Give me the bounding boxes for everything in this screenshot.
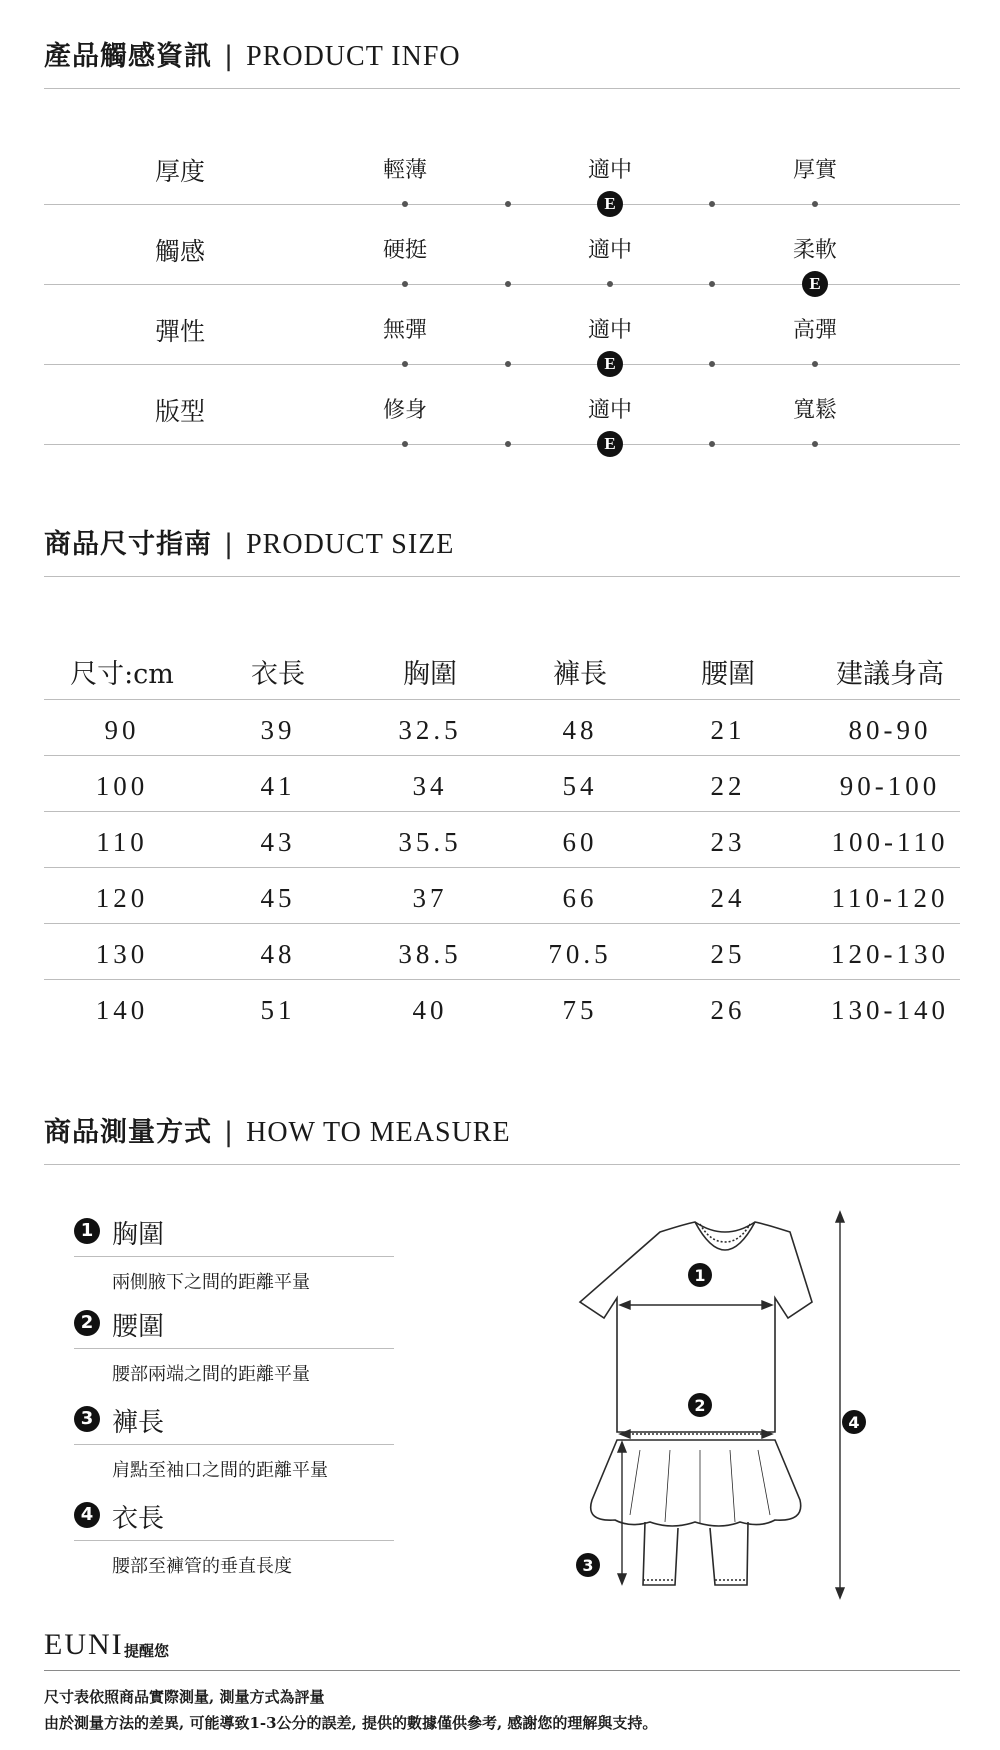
size-table-cell: 41 [260, 771, 296, 801]
size-table-cell: 90 [104, 715, 140, 745]
size-table-cell: 90-100 [839, 771, 941, 801]
scale-dot [402, 201, 408, 207]
info-row-label: 彈性 [155, 317, 206, 346]
info-row-label: 觸感 [155, 237, 206, 266]
measure-number-badge: 2 [74, 1310, 100, 1336]
size-table-cell: 48 [260, 939, 296, 969]
size-table-cell: 24 [710, 883, 746, 913]
info-option: 厚實 [792, 158, 837, 183]
size-table-cell: 23 [710, 827, 746, 857]
size-table-cell: 48 [562, 715, 598, 745]
scale-line [44, 444, 960, 445]
divider [44, 1164, 960, 1165]
info-option: 適中 [587, 318, 632, 343]
footer-note-1: 尺寸表依照商品實際測量, 測量方式為評量 [44, 1688, 325, 1706]
size-table-header: 褲長 [553, 659, 607, 690]
scale-line [44, 204, 960, 205]
table-divider [44, 923, 960, 924]
size-title-zh: 商品尺寸指南 [44, 529, 212, 560]
size-table-cell: 140 [95, 995, 149, 1025]
measure-number-badge: 4 [74, 1502, 100, 1528]
title-separator: | [224, 1117, 235, 1148]
size-table-cell: 32.5 [398, 715, 462, 745]
info-option: 修身 [382, 398, 427, 423]
scale-dot [709, 281, 715, 287]
divider [44, 88, 960, 89]
info-title-en: PRODUCT INFO [246, 41, 461, 72]
size-table-cell: 70.5 [548, 939, 612, 969]
size-table-cell: 100 [95, 771, 149, 801]
size-table-cell: 100-110 [831, 827, 949, 857]
scale-dot [812, 441, 818, 447]
selected-level-badge: E [597, 431, 623, 457]
info-option: 適中 [587, 158, 632, 183]
size-table-cell: 110 [96, 827, 148, 857]
table-divider [44, 867, 960, 868]
size-table-cell: 51 [260, 995, 296, 1025]
measure-title-en: HOW TO MEASURE [246, 1117, 511, 1148]
measure-number-badge: 3 [74, 1406, 100, 1432]
diagram-label-4: 4 [848, 1413, 860, 1432]
measure-item-title: 褲長 [112, 1408, 165, 1438]
size-table-cell: 37 [412, 883, 448, 913]
size-table-cell: 60 [562, 827, 598, 857]
footer-note-2: 由於測量方法的差異, 可能導致1-3公分的誤差, 提供的數據僅供參考, 感謝您的理解與支持。 [44, 1714, 658, 1732]
measure-number-badge: 1 [74, 1218, 100, 1244]
scale-dot [505, 361, 511, 367]
info-option: 寬鬆 [792, 398, 837, 423]
scale-dot [607, 281, 613, 287]
table-divider [44, 979, 960, 980]
measure-item-description: 兩側腋下之間的距離平量 [112, 1272, 310, 1293]
brand-note: 提醒您 [124, 1642, 170, 1660]
size-table-cell: 43 [260, 827, 296, 857]
measure-section-title [44, 1110, 511, 1149]
size-table-cell: 39 [260, 715, 296, 745]
measure-item-description: 腰部兩端之間的距離平量 [112, 1364, 310, 1385]
scale-dot [812, 201, 818, 207]
scale-line [44, 364, 960, 365]
scale-dot [402, 441, 408, 447]
size-table-cell: 45 [260, 883, 296, 913]
table-divider [44, 699, 960, 700]
size-table-header: 建議身高 [836, 659, 944, 690]
scale-dot [709, 441, 715, 447]
garment-measure-diagram [560, 1210, 870, 1600]
measure-item-divider [74, 1444, 394, 1445]
size-table-header: 尺寸:cm [70, 659, 174, 690]
pants-outline [643, 1522, 748, 1585]
info-option: 硬挺 [382, 238, 427, 263]
divider [44, 1670, 960, 1671]
info-title-zh: 產品觸感資訊 [44, 41, 212, 72]
size-table-cell: 38.5 [398, 939, 462, 969]
size-table-cell: 54 [562, 771, 598, 801]
measure-item-title: 胸圍 [112, 1220, 165, 1250]
scale-dot [402, 281, 408, 287]
table-divider [44, 755, 960, 756]
size-table-header: 腰圍 [701, 659, 755, 690]
scale-dot [402, 361, 408, 367]
size-table-header: 衣長 [251, 659, 305, 690]
size-section-title [44, 522, 454, 561]
selected-level-badge: E [597, 351, 623, 377]
selected-level-badge: E [597, 191, 623, 217]
size-table-cell: 120 [95, 883, 149, 913]
size-table-cell: 21 [710, 715, 746, 745]
measure-item-description: 腰部至褲管的垂直長度 [112, 1556, 292, 1577]
size-table-cell: 34 [412, 771, 448, 801]
scale-dot [505, 441, 511, 447]
size-table-cell: 110-120 [831, 883, 949, 913]
size-table-header: 胸圍 [403, 659, 457, 690]
title-separator: | [224, 41, 235, 72]
info-section-title [44, 34, 461, 73]
scale-dot [505, 201, 511, 207]
scale-dot [812, 361, 818, 367]
size-table-cell: 130-140 [831, 995, 949, 1025]
scale-dot [709, 201, 715, 207]
title-separator: | [224, 529, 235, 560]
measure-item-description: 肩點至袖口之間的距離平量 [112, 1460, 328, 1481]
measure-item-title: 衣長 [112, 1504, 165, 1534]
diagram-label-1: 1 [694, 1266, 706, 1285]
info-option: 無彈 [382, 318, 427, 343]
diagram-label-2: 2 [694, 1396, 706, 1415]
info-row-label: 版型 [155, 397, 206, 426]
info-option: 柔軟 [792, 238, 837, 263]
info-option: 適中 [587, 238, 632, 263]
size-table-cell: 26 [710, 995, 746, 1025]
size-table-cell: 130 [95, 939, 149, 969]
divider [44, 576, 960, 577]
size-table-cell: 25 [710, 939, 746, 969]
size-table-cell: 35.5 [398, 827, 462, 857]
measure-title-zh: 商品測量方式 [44, 1117, 212, 1148]
size-table-cell: 66 [562, 883, 598, 913]
info-row-label: 厚度 [155, 157, 206, 186]
size-table-cell: 120-130 [831, 939, 949, 969]
size-table-cell: 40 [412, 995, 448, 1025]
measure-item-divider [74, 1540, 394, 1541]
measure-item-divider [74, 1256, 394, 1257]
info-option: 高彈 [792, 318, 837, 343]
info-option: 輕薄 [382, 158, 427, 183]
diagram-label-3: 3 [582, 1556, 594, 1575]
selected-level-badge: E [802, 271, 828, 297]
scale-dot [505, 281, 511, 287]
table-divider [44, 811, 960, 812]
brand-logo: EUNI [44, 1628, 124, 1661]
measure-item-divider [74, 1348, 394, 1349]
size-table-cell: 80-90 [848, 715, 932, 745]
size-title-en: PRODUCT SIZE [246, 529, 455, 560]
measure-item-title: 腰圍 [112, 1312, 165, 1342]
info-option: 適中 [587, 398, 632, 423]
size-table-cell: 22 [710, 771, 746, 801]
size-table-cell: 75 [562, 995, 598, 1025]
scale-dot [709, 361, 715, 367]
